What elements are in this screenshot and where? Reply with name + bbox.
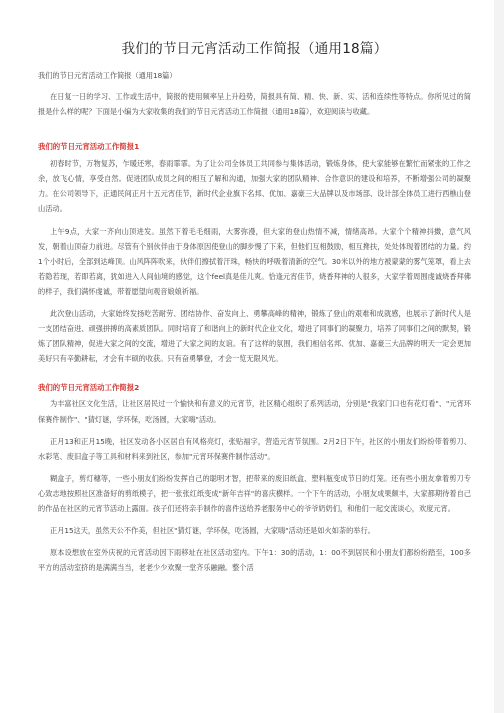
section-heading-1: 我们的节日元宵活动工作简报1 <box>38 142 140 152</box>
section-2-paragraph-3: 糊盒子，剪灯穗等，一些小朋友们纷纷发挥自己的聪明才智，把带来的废旧纸盒、塑料瓶变成节日的灯笼。还有些小朋友拿着剪刀专心致志地按照社区准备好的剪纸模子，把一张张红纸变成"新年吉祥"的喜庆横样。一个下午的活动，小朋友成果颇丰，大家都期待着自己的作品在社区的元宵节活动上露面。孩子们还将亲手制作的喜件送给养老服务中心的爷爷奶奶们，和他们一起交流谈心，欢度元宵。 <box>38 473 471 513</box>
section-2-paragraph-4: 正月15这天，虽然天公不作美，但社区"猜灯谜，学环保，吃汤圆，大家嗨"活动还是如火如荼的举行。 <box>50 526 375 536</box>
document-subtitle: 我们的节日元宵活动工作简报（通用18篇） <box>38 71 177 80</box>
section-2-paragraph-5: 原本设想放在室外庆祝的元宵活动因下雨移址在社区活动室内。下午1：30的活动，1：00不到居民和小朋友们都纷纷踏至，100多平方的活动室挤的是满满当当，老老少少欢聚一堂齐乐融融。整个活 <box>38 548 471 573</box>
section-heading-2: 我们的节日元宵活动工作简报2 <box>38 383 140 393</box>
section-1-paragraph-2: 上午9点，大家一齐向山顶进发。虽然下着毛毛细雨，大雾弥漫，但大家的登山热情不减，情绪高昂。大家个个精神抖擞，意气风发，朝着山顶奋力前进。尽管有个别伙伴由于身体原因使登山的脚步慢了下来，但他们互相鼓励，相互搀扶，处处体现着团结的力量。约1个小时后，全部到达峰顶。山风阵阵吹来，伙伴们擦拭着汗珠，畅快的呼吸着清新的空气。30米以外的地方被蒙蒙的雾气笼罩，看上去若隐若现，若即若离，犹如进入人间仙境的感觉，这个feel真是佳儿爽。恰逢元宵佳节，烧香拜神的人很多，大家学着周围虔诚烧香拜佛的样子，我们满怀虔诚，带着愿望向观音娘娘祈福。 <box>38 226 471 296</box>
document-title: 我们的节日元宵活动工作简报（通用18篇） <box>121 41 388 57</box>
document-content <box>38 40 471 575</box>
section-2-paragraph-1: 为丰富社区文化生活，让社区居民过一个愉快和有意义的元宵节，社区精心组织了系列活动，分别是"我家门口也有花灯看"、"元宵环保赛件制作"、"猜灯谜，学环保，吃汤圆，大家嗨"活动。 <box>38 399 471 424</box>
scroll-gutter <box>494 0 504 713</box>
section-2-paragraph-2: 正月13和正月15晚，社区发动各小区居自有风格亮灯，张贴福字，营造元宵节氛围。2月2日下午，社区的小朋友们纷纷带着剪刀、水彩笔、废旧盒子等工具和材料来到社区，参加"元宵环保赛件制作活动"。 <box>38 436 471 461</box>
section-1-paragraph-3: 此次登山活动，大家始终发扬吃苦耐劳、团结协作、奋发向上、勇攀高峰的精神，锻炼了登山的艰难和成就感，也展示了新时代人是一支团结奋进、顽强拼搏的高素质团队。同时培育了和谐向上的新时代企业文化，增进了同事们的凝聚力，培养了同事们之间的默契，锻炼了团队精神，促进大家之间的交流，增进了大家之间的友谊。有了这样的氛围，我们相信名邦、优加、嘉豪三大品牌的明天一定会更加美好只有辛勤耕耘，才会有丰硕的收获。只有奋勇攀登，才会一览无限风光。 <box>38 309 471 364</box>
intro-paragraph: 在日复一日的学习、工作或生活中，简报的使用频率呈上升趋势，简报具有简、精、快、新、实、活和连续性等特点。你所见过的简报是什么样的呢？下面是小编为大家收集的我们的节日元宵活动工作简报（通用18篇），欢迎阅读与收藏。 <box>38 92 471 117</box>
section-1-paragraph-1: 初春时节，万物复苏，乍暖还寒，春雨霏霏。为了让公司全体员工共同参与集体活动，锻炼身体，使大家能够在繁忙而紧张的工作之余，放飞心情，享受自然。促进团队成员之间的相互了解和沟通，加强大家的团队精神、合作意识的建设和培养，不断增强公司的凝聚力。在公司领导下，正通民间正月十五元宵佳节，新时代企业旗下名邦、优加、嘉豪三大品牌以及市场部、设计部全体员工进行西樵山登山活动。 <box>38 159 471 214</box>
